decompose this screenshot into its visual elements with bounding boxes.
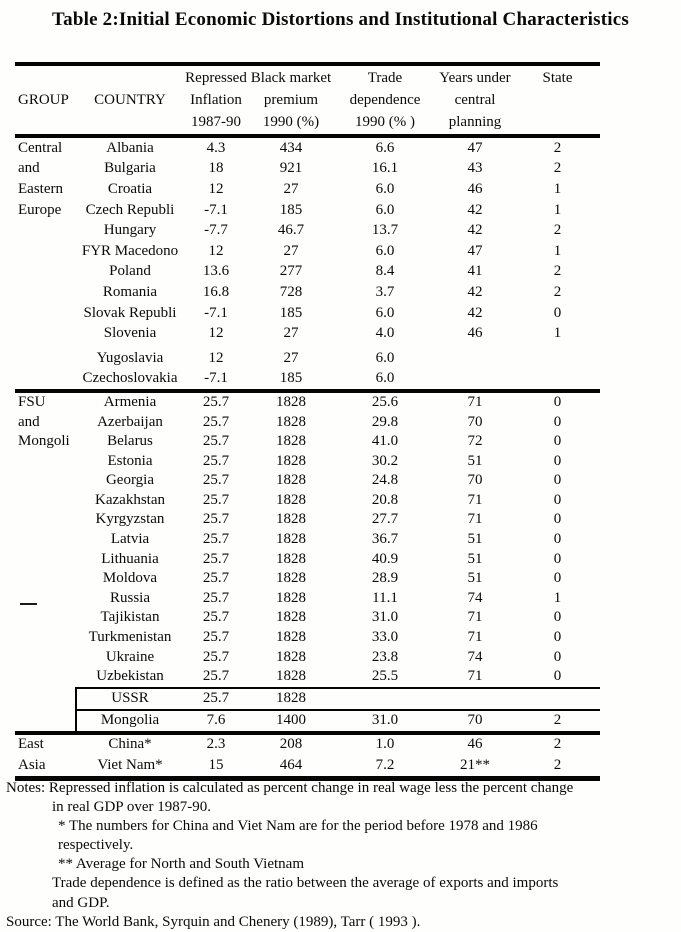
header-trade: Trade: [367, 69, 403, 86]
cell-country: Kazakhstan: [95, 491, 165, 508]
cell-trade: 8.4: [375, 263, 395, 280]
cell-state: 0: [553, 433, 562, 450]
cell-years: 21**: [460, 756, 490, 773]
table-row-slovenia: [15, 323, 600, 344]
cell-group: and: [18, 413, 40, 430]
cell-inflation: 25.7: [202, 433, 230, 450]
cell-state: 0: [553, 413, 562, 430]
cell-country: Viet Nam*: [97, 756, 163, 773]
note-line: Notes: Repressed inflation is calculated as percent change in real wage less the percent change: [6, 780, 574, 796]
cell-premium: 1828: [276, 629, 306, 646]
cell-trade: 6.0: [375, 304, 395, 321]
table-row-slovak-republi: [15, 303, 600, 324]
section-central-eastern-europe: [15, 138, 600, 389]
cell-state: 0: [553, 570, 562, 587]
cell-country: Yugoslavia: [96, 349, 164, 366]
cell-premium: 1828: [276, 433, 306, 450]
cell-trade: 16.1: [371, 160, 399, 177]
cell-group: Europe: [18, 201, 62, 218]
cell-country: FYR Macedono: [81, 242, 179, 259]
cell-state: 2: [553, 139, 562, 156]
cell-years: 42: [467, 304, 483, 321]
cell-country: Russia: [109, 589, 150, 606]
cell-years: 71: [467, 609, 483, 626]
note-line: ** Average for North and South Vietnam: [58, 856, 304, 873]
cell-inflation: 25.7: [202, 452, 230, 469]
cell-trade: 23.8: [371, 648, 399, 665]
cell-years: 51: [467, 570, 483, 587]
cell-trade: 13.7: [371, 222, 399, 239]
cell-state: 0: [553, 531, 562, 548]
table-row-ukraine: [15, 647, 600, 667]
cell-years: 71: [467, 491, 483, 508]
cell-state: 2: [553, 712, 562, 729]
cell-inflation: -7.7: [204, 222, 228, 239]
table-row-armenia: [15, 393, 600, 413]
cell-trade: 4.0: [375, 325, 395, 342]
cell-country: Bulgaria: [104, 160, 156, 177]
cell-country: Armenia: [103, 393, 157, 410]
cell-inflation: -7.1: [204, 201, 228, 218]
table-row-belarus: [15, 432, 600, 452]
cell-trade: 28.9: [371, 570, 399, 587]
cell-country: Romania: [102, 283, 158, 300]
cell-state: 0: [553, 609, 562, 626]
cell-years: 46: [467, 180, 483, 197]
ussr-row-slot: [15, 689, 600, 709]
cell-trade: 25.5: [371, 668, 399, 685]
cell-premium: 1828: [276, 550, 306, 567]
cell-trade: 30.2: [371, 452, 399, 469]
cell-years: 70: [467, 712, 483, 729]
table-row-uzbekistan: [15, 667, 600, 687]
cell-premium: 185: [279, 201, 303, 218]
cell-country: Belarus: [107, 433, 153, 450]
header-line-1: [15, 67, 600, 89]
header-group: GROUP: [18, 91, 69, 108]
table-row-georgia: [15, 471, 600, 491]
cell-inflation: 12: [208, 349, 224, 366]
header-line-3: [15, 111, 600, 133]
cell-trade: 29.8: [371, 413, 399, 430]
cell-premium: 185: [279, 304, 303, 321]
table-row-albania: [15, 138, 600, 159]
cell-trade: 6.0: [375, 370, 395, 387]
cell-years: 71: [467, 668, 483, 685]
cell-premium: 1828: [276, 452, 306, 469]
cell-premium: 1828: [276, 531, 306, 548]
cell-premium: 46.7: [277, 222, 305, 239]
mongolia-row-slot: [15, 711, 600, 731]
cell-premium: 1400: [276, 712, 306, 729]
table-row-hungary: [15, 220, 600, 241]
cell-country: Turkmenistan: [88, 629, 172, 646]
header-inflation: Inflation: [190, 91, 242, 108]
table-row-ussr: [15, 689, 600, 709]
cell-inflation: 15: [208, 756, 224, 773]
cell-inflation: 18: [208, 160, 224, 177]
cell-trade: 41.0: [371, 433, 399, 450]
cell-trade: 6.0: [375, 201, 395, 218]
cell-years: 43: [467, 160, 483, 177]
cell-country: USSR: [111, 690, 149, 707]
header-country: COUNTRY: [94, 91, 166, 108]
header-premium: premium: [263, 91, 319, 108]
cell-years: 74: [467, 648, 483, 665]
cell-group: Asia: [18, 756, 46, 773]
cell-country: Poland: [109, 263, 151, 280]
cell-country: Slovak Republi: [83, 304, 177, 321]
cell-state: 0: [553, 668, 562, 685]
header-1990-pct-td: 1990 (% ): [355, 113, 415, 130]
cell-inflation: 25.7: [202, 690, 230, 707]
cell-trade: 33.0: [371, 629, 399, 646]
cell-state: 0: [553, 511, 562, 528]
cell-group: East: [18, 736, 44, 753]
cell-inflation: 25.7: [202, 491, 230, 508]
cell-group: and: [18, 160, 40, 177]
cell-country: Hungary: [103, 222, 157, 239]
cell-trade: 6.6: [375, 139, 395, 156]
cell-trade: 27.7: [371, 511, 399, 528]
cell-premium: 1828: [276, 472, 306, 489]
cell-premium: 185: [279, 370, 303, 387]
cell-premium: 27: [283, 180, 299, 197]
cell-inflation: 25.7: [202, 550, 230, 567]
cell-state: 2: [553, 222, 562, 239]
table-row-viet-nam-: [15, 755, 600, 776]
cell-group: FSU: [18, 393, 46, 410]
cell-state: 2: [553, 160, 562, 177]
cell-state: 2: [553, 263, 562, 280]
table-row-estonia: [15, 451, 600, 471]
header-years-under: Years under: [439, 69, 511, 86]
cell-trade: 3.7: [375, 283, 395, 300]
cell-country: Georgia: [105, 472, 155, 489]
cell-state: 1: [553, 325, 562, 342]
cell-inflation: 25.7: [202, 531, 230, 548]
header-central: central: [454, 91, 496, 108]
cell-trade: 40.9: [371, 550, 399, 567]
cell-years: 47: [467, 139, 483, 156]
cell-state: 0: [553, 629, 562, 646]
table-row-kazakhstan: [15, 491, 600, 511]
cell-inflation: 12: [208, 325, 224, 342]
note-line: * The numbers for China and Viet Nam are for the period before 1978 and 1986: [58, 818, 538, 835]
scan-stray-dash: [20, 603, 37, 605]
cell-group: Eastern: [18, 180, 63, 197]
header-1987-90: 1987-90: [191, 113, 241, 130]
cell-years: 51: [467, 452, 483, 469]
cell-country: Mongolia: [100, 712, 160, 729]
cell-inflation: 25.7: [202, 570, 230, 587]
cell-inflation: 25.7: [202, 609, 230, 626]
table-row-latvia: [15, 530, 600, 550]
cell-group: Central: [18, 139, 63, 156]
cell-years: 71: [467, 393, 483, 410]
table-row-croatia: [15, 179, 600, 200]
cell-trade: 36.7: [371, 531, 399, 548]
cell-years: 71: [467, 629, 483, 646]
note-line: respectively.: [58, 837, 134, 854]
header-repressed: Repressed: [185, 69, 247, 86]
cell-years: 41: [467, 263, 483, 280]
cell-state: 0: [553, 452, 562, 469]
cell-trade: 24.8: [371, 472, 399, 489]
cell-state: 0: [553, 472, 562, 489]
cell-inflation: 25.7: [202, 413, 230, 430]
cell-years: 46: [467, 736, 483, 753]
cell-premium: 728: [279, 283, 303, 300]
cell-premium: 434: [279, 139, 303, 156]
cell-years: 51: [467, 550, 483, 567]
cell-premium: 27: [283, 325, 299, 342]
cell-years: 42: [467, 201, 483, 218]
table-row-bulgaria: [15, 159, 600, 180]
cell-inflation: 7.6: [206, 712, 226, 729]
cell-years: 74: [467, 589, 483, 606]
cell-trade: 6.0: [375, 180, 395, 197]
table-row-czech-republi: [15, 200, 600, 221]
cell-state: 0: [553, 304, 562, 321]
cell-premium: 1828: [276, 589, 306, 606]
header-state: State: [542, 69, 573, 86]
cell-inflation: 4.3: [206, 139, 226, 156]
cell-country: Uzbekistan: [96, 668, 164, 685]
table-row-azerbaijan: [15, 412, 600, 432]
cell-premium: 1828: [276, 648, 306, 665]
cell-premium: 464: [279, 756, 303, 773]
table-row-kyrgyzstan: [15, 510, 600, 530]
table-row-turkmenistan: [15, 628, 600, 648]
cell-trade: 6.0: [375, 349, 395, 366]
cell-trade: 7.2: [375, 756, 395, 773]
table-row-moldova: [15, 569, 600, 589]
source-line: Source: The World Bank, Syrquin and Chenery (1989), Tarr ( 1993 ).: [6, 913, 421, 930]
table-row-romania: [15, 282, 600, 303]
cell-state: 2: [553, 756, 562, 773]
cell-premium: 1828: [276, 393, 306, 410]
header-line-2: [15, 89, 600, 111]
table-title: Table 2:Initial Economic Distortions and Institutional Characteristics: [52, 9, 629, 30]
table-header: [15, 66, 600, 134]
cell-premium: 1828: [276, 570, 306, 587]
cell-country: Kyrgyzstan: [95, 511, 165, 528]
cell-years: 51: [467, 531, 483, 548]
header-1990-pct-bm: 1990 (%): [262, 113, 320, 130]
cell-inflation: 25.7: [202, 472, 230, 489]
cell-premium: 1828: [276, 511, 306, 528]
cell-country: Tajikistan: [100, 609, 160, 626]
header-dependence: dependence: [349, 91, 421, 108]
cell-country: China*: [108, 736, 152, 753]
cell-country: Czech Republi: [85, 201, 175, 218]
cell-inflation: 12: [208, 242, 224, 259]
inset-vertical-line: [75, 687, 77, 731]
cell-years: 72: [467, 433, 483, 450]
cell-country: Albania: [106, 139, 154, 156]
cell-state: 0: [553, 648, 562, 665]
cell-country: Ukraine: [105, 648, 155, 665]
economic-distortions-table: [15, 62, 600, 781]
cell-premium: 1828: [276, 668, 306, 685]
cell-inflation: 13.6: [202, 263, 230, 280]
cell-years: 42: [467, 222, 483, 239]
cell-state: 0: [553, 491, 562, 508]
cell-trade: 25.6: [371, 393, 399, 410]
cell-trade: 31.0: [371, 712, 399, 729]
cell-country: Estonia: [107, 452, 153, 469]
table-row-lithuania: [15, 549, 600, 569]
cell-premium: 1828: [276, 609, 306, 626]
cell-state: 2: [553, 283, 562, 300]
table-row-russia: [15, 589, 600, 609]
cell-country: Slovenia: [103, 325, 157, 342]
cell-inflation: 25.7: [202, 589, 230, 606]
cell-country: Lithuania: [101, 550, 159, 567]
cell-country: Azerbaijan: [97, 413, 163, 430]
cell-premium: 1828: [276, 491, 306, 508]
notes-block: [6, 779, 678, 932]
ussr-mongolia-inset-block: [15, 687, 600, 731]
cell-premium: 27: [283, 349, 299, 366]
table-row-czechoslovakia: [15, 369, 600, 390]
cell-country: Latvia: [110, 531, 150, 548]
table-row-tajikistan: [15, 608, 600, 628]
cell-premium: 921: [279, 160, 303, 177]
cell-trade: 1.0: [375, 736, 395, 753]
cell-state: 1: [553, 180, 562, 197]
table-row-yugoslavia: [15, 348, 600, 369]
note-line: in real GDP over 1987-90.: [52, 799, 211, 816]
header-black-market: Black market: [250, 69, 332, 86]
cell-premium: 208: [279, 736, 303, 753]
cell-inflation: 12: [208, 180, 224, 197]
cell-years: 42: [467, 283, 483, 300]
cell-inflation: 25.7: [202, 668, 230, 685]
cell-years: 46: [467, 325, 483, 342]
cell-trade: 6.0: [375, 242, 395, 259]
header-planning: planning: [448, 113, 502, 130]
cell-state: 1: [553, 242, 562, 259]
cell-state: 2: [553, 736, 562, 753]
cell-state: 1: [553, 201, 562, 218]
note-line: Trade dependence is defined as the ratio between the average of exports and imports: [52, 875, 559, 892]
table-row-fyr-macedono: [15, 241, 600, 262]
cell-state: 1: [553, 589, 562, 606]
cell-inflation: -7.1: [204, 370, 228, 387]
cell-premium: 1828: [276, 690, 306, 707]
cell-inflation: 16.8: [202, 283, 230, 300]
cell-inflation: 25.7: [202, 648, 230, 665]
cell-years: 47: [467, 242, 483, 259]
cell-inflation: 25.7: [202, 629, 230, 646]
cell-premium: 1828: [276, 413, 306, 430]
cell-state: 0: [553, 550, 562, 567]
cell-premium: 277: [279, 263, 303, 280]
cell-country: Croatia: [107, 180, 153, 197]
cell-trade: 11.1: [372, 589, 398, 606]
cell-years: 71: [467, 511, 483, 528]
table-row-mongolia: [15, 711, 600, 731]
section-east-asia: [15, 735, 600, 776]
cell-trade: 31.0: [371, 609, 399, 626]
section-fsu-and-mongolia: [15, 393, 600, 687]
cell-years: 70: [467, 413, 483, 430]
cell-years: 70: [467, 472, 483, 489]
note-line: and GDP.: [52, 894, 110, 911]
cell-country: Czechoslovakia: [82, 370, 178, 387]
cell-country: Moldova: [102, 570, 158, 587]
cell-premium: 27: [283, 242, 299, 259]
cell-inflation: 25.7: [202, 511, 230, 528]
cell-inflation: 25.7: [202, 393, 230, 410]
cell-group: Mongoli: [18, 433, 70, 450]
cell-state: 0: [553, 393, 562, 410]
cell-trade: 20.8: [371, 491, 399, 508]
table-row-poland: [15, 262, 600, 283]
table-row-china-: [15, 735, 600, 756]
cell-inflation: -7.1: [204, 304, 228, 321]
cell-inflation: 2.3: [206, 736, 226, 753]
